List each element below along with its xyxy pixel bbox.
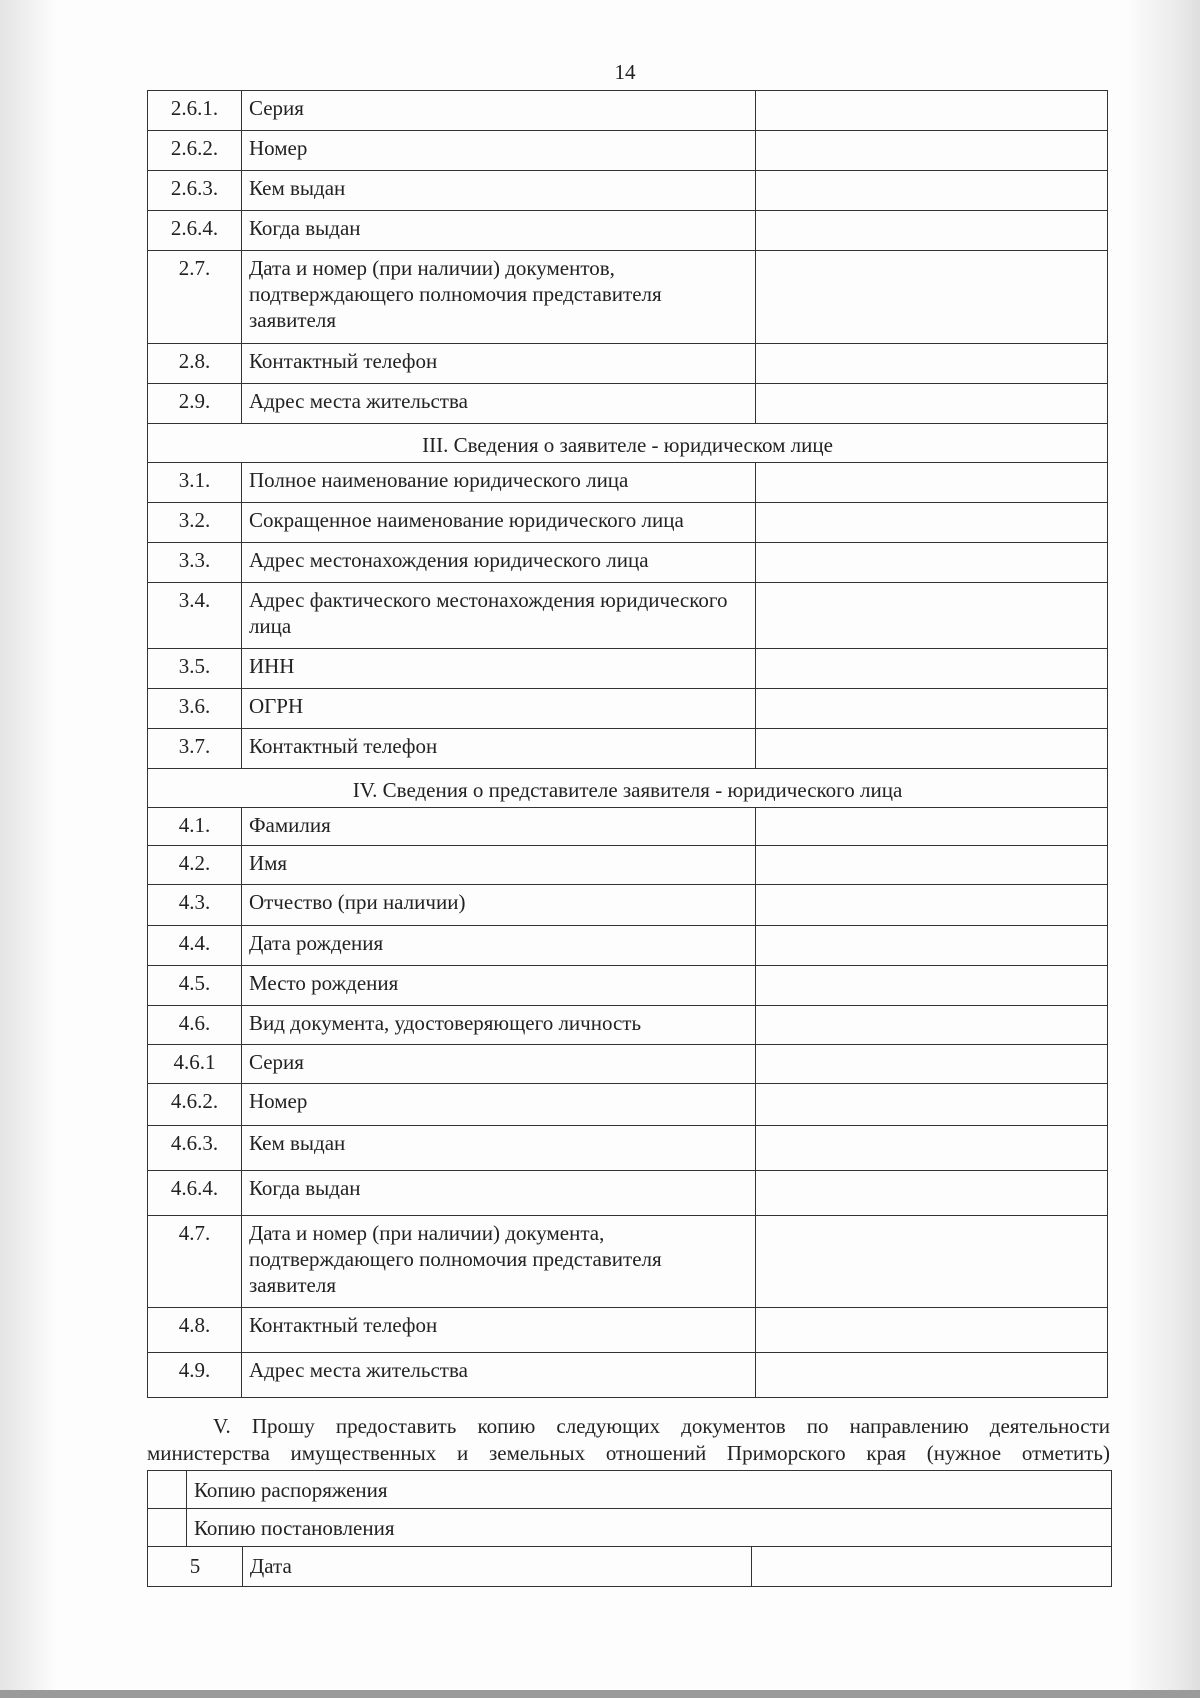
table-row	[148, 583, 1108, 649]
table-row	[148, 171, 1108, 211]
table-row	[148, 543, 1108, 583]
row-number: 3.2.	[148, 503, 242, 543]
row-label: Адрес местонахождения юридического лица	[241, 543, 756, 583]
row-label: Дата и номер (при наличии) документа, подтверждающего полномочия представителя заявителя	[241, 1216, 756, 1308]
row-number: 2.6.1.	[148, 91, 242, 131]
row-label: Кем выдан	[241, 1126, 756, 1171]
value-cell[interactable]	[756, 1171, 1108, 1216]
row-number: 3.3.	[148, 543, 242, 583]
value-cell[interactable]	[756, 251, 1108, 344]
value-cell[interactable]	[756, 384, 1108, 424]
row-label: Серия	[241, 1045, 756, 1084]
copy-option-checkbox[interactable]	[148, 1471, 187, 1509]
row-label: Дата и номер (при наличии) документов, подтверждающего полномочия представителя заявителя	[241, 251, 756, 344]
copy-option-label: Копию распоряжения	[186, 1471, 1111, 1509]
row-number: 3.5.	[148, 649, 242, 689]
section-3-title: III. Сведения о заявителе - юридическом лице	[148, 424, 1108, 463]
table-row	[148, 926, 1108, 966]
row-number: 4.8.	[148, 1308, 242, 1353]
table-row	[148, 1547, 1112, 1587]
scan-shadow-left	[0, 0, 55, 1698]
page-number: 14	[614, 60, 636, 84]
row-number: 4.6.1	[148, 1045, 242, 1084]
row-number: 4.9.	[148, 1353, 242, 1398]
section-4-title: IV. Сведения о представителе заявителя - юридического лица	[148, 769, 1108, 808]
table-row	[148, 384, 1108, 424]
form-table	[147, 90, 1108, 1398]
row-label: Сокращенное наименование юридического лица	[241, 503, 756, 543]
copy-options-table	[147, 1470, 1112, 1547]
value-cell[interactable]	[752, 1547, 1112, 1587]
row-label: Адрес фактического местонахождения юридического лица	[241, 583, 756, 649]
row-number: 2.6.4.	[148, 211, 242, 251]
row-label: Кем выдан	[241, 171, 756, 211]
value-cell[interactable]	[756, 729, 1108, 769]
value-cell[interactable]	[756, 1006, 1108, 1045]
table-row	[148, 1308, 1108, 1353]
table-row	[148, 503, 1108, 543]
row-number: 3.6.	[148, 689, 242, 729]
value-cell[interactable]	[756, 131, 1108, 171]
table-row	[148, 1084, 1108, 1126]
section-row	[148, 769, 1108, 808]
row-number: 4.6.3.	[148, 1126, 242, 1171]
value-cell[interactable]	[756, 344, 1108, 384]
value-cell[interactable]	[756, 171, 1108, 211]
table-row	[148, 1126, 1108, 1171]
row-number: 2.8.	[148, 344, 242, 384]
row-number: 4.6.2.	[148, 1084, 242, 1126]
value-cell[interactable]	[756, 583, 1108, 649]
row-number: 3.7.	[148, 729, 242, 769]
row-number: 2.7.	[148, 251, 242, 344]
value-cell[interactable]	[756, 1045, 1108, 1084]
row-label: Место рождения	[241, 966, 756, 1006]
table-row	[148, 808, 1108, 846]
table-row	[148, 846, 1108, 885]
row-label: Имя	[241, 846, 756, 885]
row-label: Контактный телефон	[241, 1308, 756, 1353]
copy-option-label: Копию постановления	[186, 1509, 1111, 1547]
row-number: 4.5.	[148, 966, 242, 1006]
value-cell[interactable]	[756, 1308, 1108, 1353]
row-number: 4.1.	[148, 808, 242, 846]
row-label: Когда выдан	[241, 211, 756, 251]
table-row	[148, 1216, 1108, 1308]
table-row	[148, 1171, 1108, 1216]
value-cell[interactable]	[756, 808, 1108, 846]
table-row	[148, 729, 1108, 769]
row-label: Серия	[241, 91, 756, 131]
value-cell[interactable]	[756, 463, 1108, 503]
row-label: Полное наименование юридического лица	[241, 463, 756, 503]
row-label: Дата рождения	[241, 926, 756, 966]
row-number: 4.3.	[148, 885, 242, 926]
section-5-heading	[147, 1413, 1110, 1467]
row-number: 2.9.	[148, 384, 242, 424]
value-cell[interactable]	[756, 543, 1108, 583]
copy-option-checkbox[interactable]	[148, 1509, 187, 1547]
row-label: Дата	[242, 1547, 751, 1587]
table-row	[148, 649, 1108, 689]
section-5-heading-line-1: V. Прошу предоставить копию следующих документов по направлению деятельности	[213, 1414, 1110, 1438]
table-row	[148, 689, 1108, 729]
value-cell[interactable]	[756, 689, 1108, 729]
row-label: ОГРН	[241, 689, 756, 729]
value-cell[interactable]	[756, 1216, 1108, 1308]
value-cell[interactable]	[756, 91, 1108, 131]
scan-shadow-right	[1130, 0, 1200, 1698]
row-label: Вид документа, удостоверяющего личность	[241, 1006, 756, 1045]
value-cell[interactable]	[756, 846, 1108, 885]
table-row	[148, 966, 1108, 1006]
value-cell[interactable]	[756, 211, 1108, 251]
row-number: 3.4.	[148, 583, 242, 649]
row-number: 4.7.	[148, 1216, 242, 1308]
row-label: Номер	[241, 131, 756, 171]
row-label: Контактный телефон	[241, 344, 756, 384]
table-row	[148, 131, 1108, 171]
row-number: 4.6.4.	[148, 1171, 242, 1216]
table-row	[148, 251, 1108, 344]
row-number: 2.6.2.	[148, 131, 242, 171]
row-label: ИНН	[241, 649, 756, 689]
value-cell[interactable]	[756, 503, 1108, 543]
row-label: Когда выдан	[241, 1171, 756, 1216]
row-number: 4.2.	[148, 846, 242, 885]
value-cell[interactable]	[756, 1353, 1108, 1398]
value-cell[interactable]	[756, 1084, 1108, 1126]
row-label: Контактный телефон	[241, 729, 756, 769]
row-number: 3.1.	[148, 463, 242, 503]
row-number: 4.6.	[148, 1006, 242, 1045]
row-number: 4.4.	[148, 926, 242, 966]
section-5-heading-line-2: министерства имущественных и земельных отношений Приморского края (нужное отметить)	[147, 1441, 1110, 1465]
table-row	[148, 463, 1108, 503]
value-cell[interactable]	[756, 966, 1108, 1006]
table-row	[148, 1353, 1108, 1398]
section-row	[148, 424, 1108, 463]
value-cell[interactable]	[756, 649, 1108, 689]
copy-option-row	[148, 1471, 1112, 1509]
value-cell[interactable]	[756, 885, 1108, 926]
table-row	[148, 211, 1108, 251]
table-row	[148, 91, 1108, 131]
scan-shadow-bottom	[0, 1690, 1200, 1698]
table-row	[148, 1006, 1108, 1045]
table-row	[148, 885, 1108, 926]
copy-option-row	[148, 1509, 1112, 1547]
row-number: 5	[148, 1547, 243, 1587]
row-label: Номер	[241, 1084, 756, 1126]
row-number: 2.6.3.	[148, 171, 242, 211]
row-label: Отчество (при наличии)	[241, 885, 756, 926]
value-cell[interactable]	[756, 1126, 1108, 1171]
table-row	[148, 1045, 1108, 1084]
date-table	[147, 1546, 1112, 1587]
row-label: Фамилия	[241, 808, 756, 846]
row-label: Адрес места жительства	[241, 1353, 756, 1398]
value-cell[interactable]	[756, 926, 1108, 966]
table-row	[148, 344, 1108, 384]
row-label: Адрес места жительства	[241, 384, 756, 424]
